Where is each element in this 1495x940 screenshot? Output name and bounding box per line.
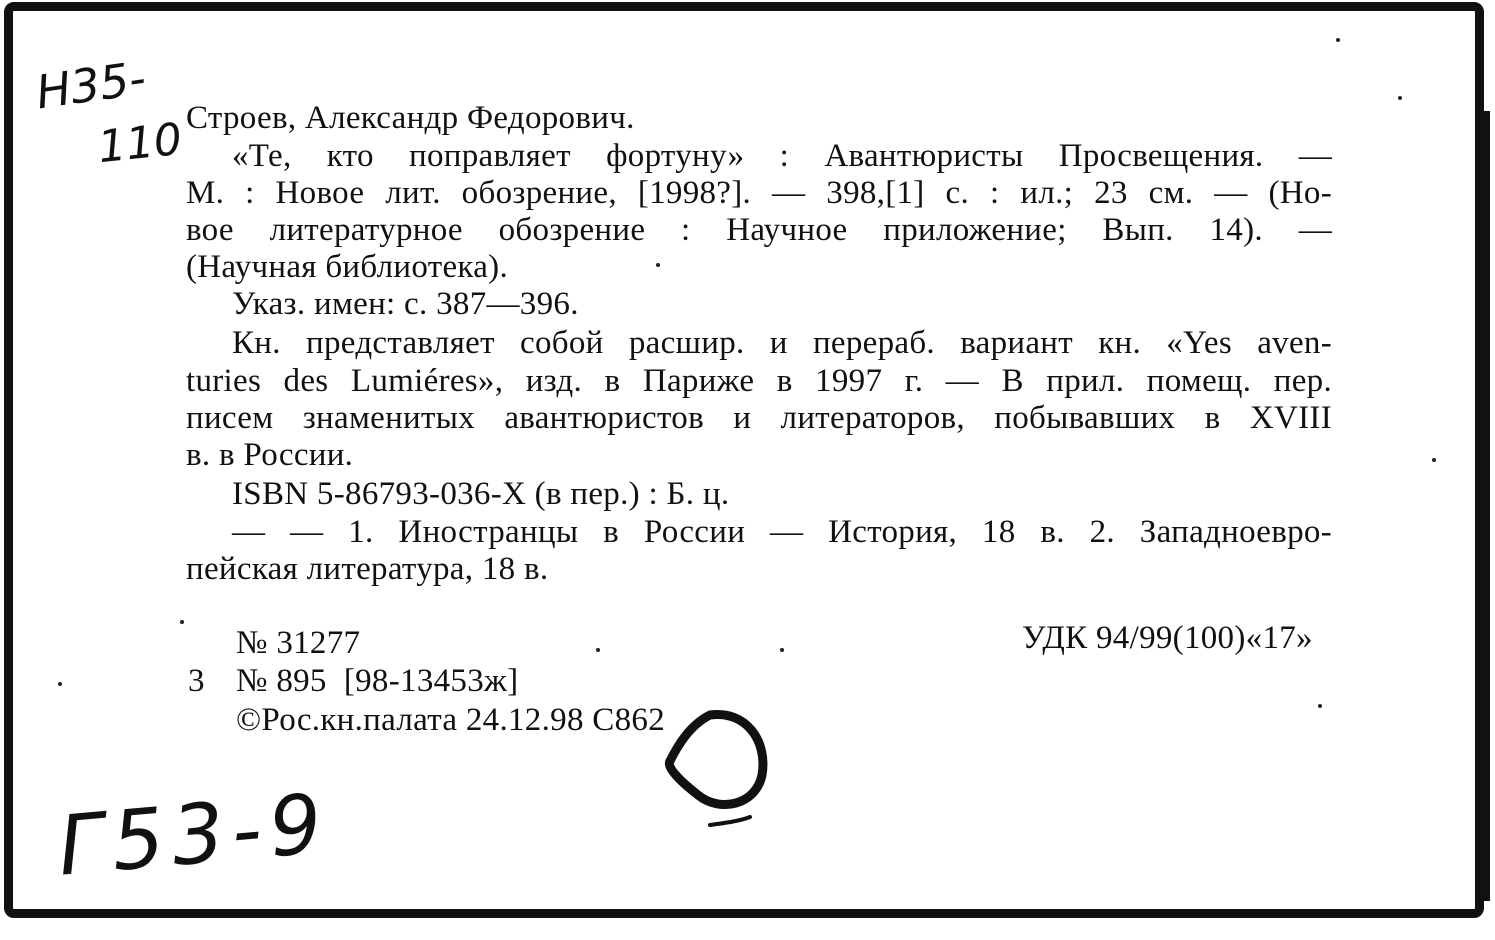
subject-line-1: — — 1. Иностранцы в России — История, 18 в. 2. Западноевро- — [232, 514, 1332, 550]
title-line-1: «Те, кто поправляет фортуну» : Авантюристы Просвещения. — — [232, 138, 1332, 174]
isbn-line: ISBN 5-86793-036-X (в пер.) : Б. ц. — [232, 476, 730, 512]
handwritten-bottom-code: Г53-9 — [54, 776, 334, 895]
scan-speck — [1336, 38, 1340, 42]
scan-speck — [58, 682, 62, 686]
annotation-line-3: писем знаменитых авантюристов и литераторов, побывавших в XVIII — [186, 400, 1332, 436]
scan-speck — [656, 263, 660, 267]
index-note: Указ. имен: с. 387—396. — [232, 286, 579, 322]
author-heading: Строев, Александр Федорович. — [186, 100, 635, 136]
circle-mark-stroke — [669, 714, 763, 804]
scan-speck — [1398, 96, 1402, 100]
scan-speck — [780, 648, 784, 652]
subject-line-2: пейская литература, 18 в. — [186, 551, 549, 587]
circle-mark-tail — [710, 817, 750, 825]
title-line-4: (Научная библиотека). — [186, 249, 509, 285]
title-line-3: вое литературное обозрение : Научное приложение; Вып. 14). — — [186, 212, 1332, 248]
handwritten-top-code-line1: Н35- — [32, 50, 149, 120]
scan-speck — [180, 620, 184, 624]
title-line-2: М. : Новое лит. обозрение, [1998?]. — 398,[1] с. : ил.; 23 см. — (Но- — [186, 175, 1332, 211]
annotation-line-2: turies des Lumiéres», изд. в Париже в 1997 г. — В прил. помещ. пер. — [186, 363, 1332, 399]
book-chamber-stamp-line: ©Рос.кн.палата 24.12.98 С862 — [236, 702, 666, 738]
udk-code: УДК 94/99(100)«17» — [1022, 620, 1313, 656]
register-number: № 895 [98-13453ж] — [236, 663, 519, 699]
annotation-line-1: Кн. представляет собой расшир. и перераб. вариант кн. «Yes aven- — [232, 325, 1332, 361]
handwritten-top-code-line2: 110 — [95, 113, 185, 174]
card-number: № 31277 — [236, 625, 361, 661]
register-prefix: 3 — [188, 663, 205, 699]
scan-speck — [1432, 458, 1436, 462]
circle-mark — [650, 695, 780, 835]
scan-speck — [596, 648, 600, 652]
scan-speck — [1318, 704, 1322, 708]
annotation-line-4: в. в России. — [186, 437, 354, 473]
